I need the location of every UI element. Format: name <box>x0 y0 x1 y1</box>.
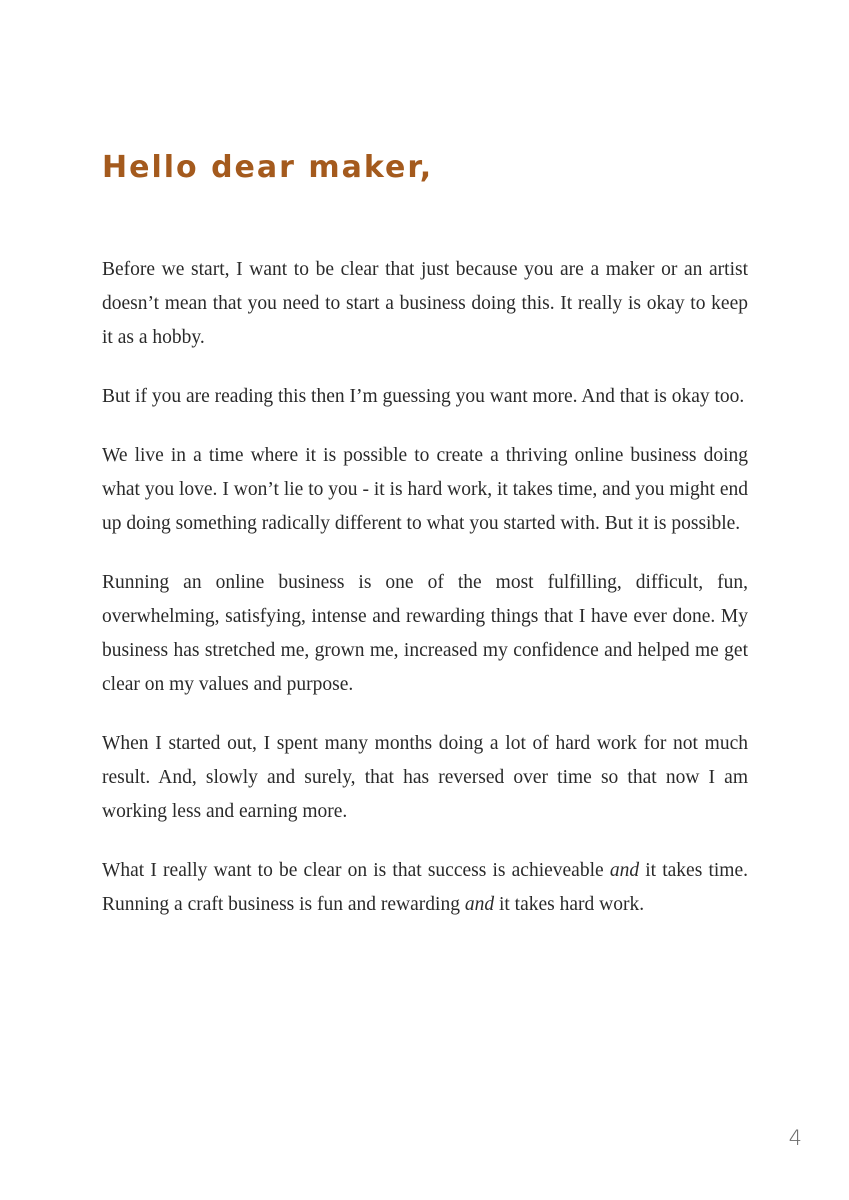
paragraph-3: We live in a time where it is possible to create a thriving online business doing what you love. I won’t lie to you - it is hard work, it takes time, and you might end up doing something radically different to what you started with. But it is possible. <box>102 445 748 534</box>
paragraph-6-emphasis-1: and <box>609 860 640 881</box>
paragraph-4: Running an online business is one of the most fulfilling, difficult, fun, overwhelming, satisfying, intense and rewarding things that I have ever done. My business has stretched me, grown me, increased my confidence and helped me get clear on my values and purpose. <box>102 572 748 695</box>
page-heading: Hello dear maker, <box>102 150 434 185</box>
page-number: 4 <box>788 1126 802 1150</box>
paragraph-6-text-3: it takes hard work. <box>494 894 645 915</box>
paragraph-6-text-2: it takes time. Running a craft business is fun and rewarding <box>102 860 748 915</box>
body-text <box>102 253 748 947</box>
paragraph-5: When I started out, I spent many months doing a lot of hard work for not much result. And, slowly and surely, that has reversed over time so that now I am working less and earning more. <box>102 733 748 822</box>
paragraph-2: But if you are reading this then I’m guessing you want more. And that is okay too. <box>102 386 745 407</box>
paragraph-6-emphasis-2: and <box>464 894 495 915</box>
paragraph-6 <box>102 854 748 922</box>
paragraph-6-text-1: What I really want to be clear on is that success is achieveable <box>102 860 610 881</box>
paragraph-1: Before we start, I want to be clear that just because you are a maker or an artist doesn’t mean that you need to start a business doing this. It really is okay to keep it as a hobby. <box>102 259 748 348</box>
